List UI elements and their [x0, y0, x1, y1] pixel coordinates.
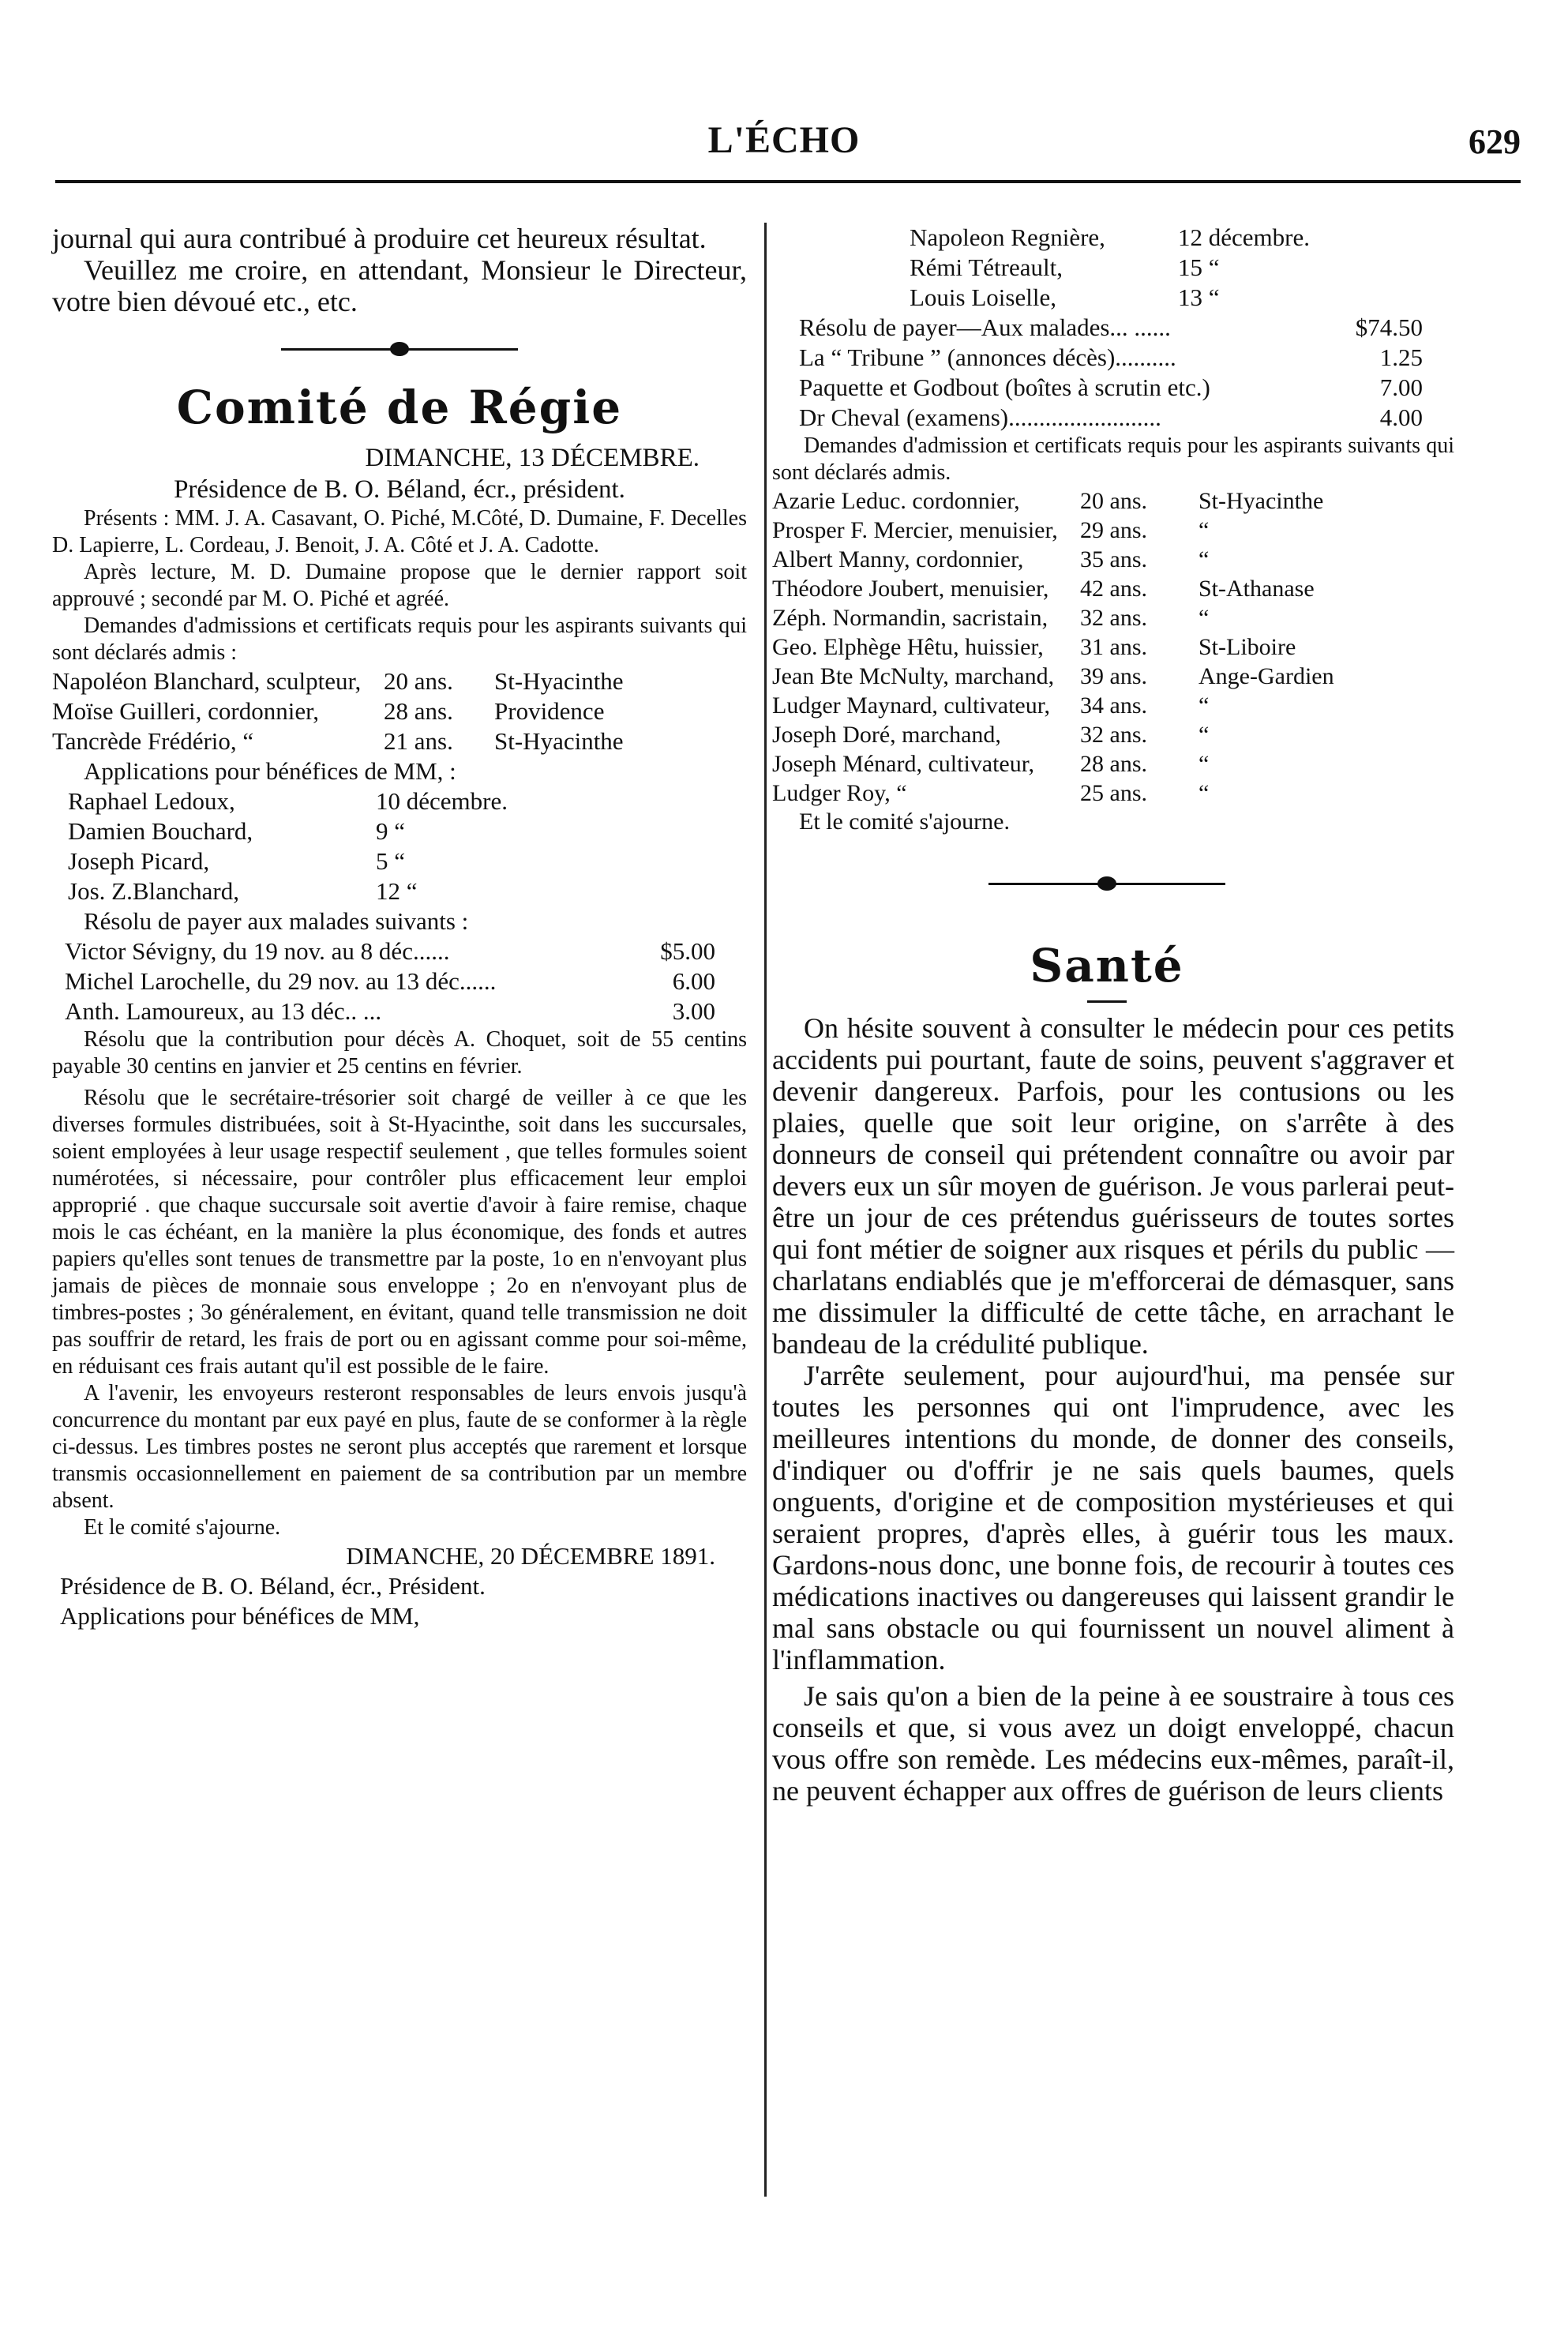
ajourne-2: Et le comité s'ajourne.	[799, 809, 1010, 835]
list-item: Théodore Joubert, menuisier, 42 ans. St-Athanase	[772, 576, 1315, 602]
lecture-paragraph: Après lecture, M. D. Dumaine propose que le dernier rapport soit approuvé ; secondé par M. O. Piché et agréé.	[52, 560, 747, 611]
avenir-paragraph: A l'avenir, les envoyeurs resteront responsables de leurs envois jusqu'à concurrence du montant par eux payé en plus, faute de se conformer à la règle ci-dessus. Les timbres postes ne seront plus acceptés que rarement et lorsque transmis occasionnellement en paiement de sa contribution par un membre absent.	[52, 1381, 747, 1513]
presents-list: Présents : MM. J. A. Casavant, O. Piché, M.Côté, D. Dumaine, F. Decelles D. Lapierre, L. Cordeau, J. Benoit, J. A. Côté et J. A. Cadotte.	[52, 506, 747, 557]
list-item: Jean Bte McNulty, marchand, 39 ans. Ange-Gardien	[772, 663, 1334, 689]
list-item: Damien Bouchard, 9 “	[68, 817, 406, 845]
list-item: Prosper F. Mercier, menuisier, 29 ans. “	[772, 517, 1210, 543]
intro-closing: Veuillez me croire, en attendant, Monsieur le Directeur, votre bien dévoué etc., etc.	[52, 254, 747, 317]
list-item: Victor Sévigny, du 19 nov. au 8 déc...... $5.00	[65, 937, 715, 965]
list-item: Moïse Guilleri, cordonnier, 28 ans. Providence	[52, 697, 605, 725]
left-column	[52, 223, 747, 1631]
sante-paragraph-1: On hésite souvent à consulter le médecin pour ces petits accidents pui pourtant, faute de soins, peuvent s'aggraver et devenir dangereux. Parfois, pour les contusions ou les plaies, quelle que soit leur origine, on s'arrête à des donneurs de conseil qui prétendent connaître ou avoir par devers eux un sûr moyen de guérison. Je vous parlerai peut-être un jour de ces prétendus guérisseurs de toutes sortes qui font métier de soigner aux risques et périls du public —charlatans endiablés que je m'efforcerai de démasquer, sans me dissimuler la difficulté de cette tâche, en arrachant le bandeau de la crédulité publique.	[772, 1012, 1454, 1360]
section-title-sante: Santé	[1030, 939, 1184, 993]
presidence-1: Présidence de B. O. Béland, écr., président.	[174, 475, 625, 504]
sante-paragraph-3: Je sais qu'on a bien de la peine à ee soustraire à tous ces conseils et que, si vous avez un doigt enveloppé, chacun vous offre son remède. Les médecins eux-mêmes, paraît-il, ne peuvent échapper aux offres de guérison de leurs clients	[772, 1680, 1454, 1807]
admis-list-2	[760, 486, 1454, 808]
payments-list	[52, 936, 747, 1026]
page-header	[47, 118, 1521, 166]
presidence-2: Présidence de B. O. Béland, écr., Président.	[60, 1572, 486, 1600]
list-item: Paquette et Godbout (boîtes à scrutin etc.) 7.00	[799, 373, 1423, 401]
intro-paragraph: journal qui aura contribué à produire cet heureux résultat.	[52, 223, 707, 254]
applications-intro: Applications pour bénéfices de MM, :	[84, 757, 456, 785]
list-item: Napoleon Regnière, 12 décembre.	[910, 223, 1310, 251]
list-item: Résolu de payer—Aux malades... ...... $74.50	[799, 313, 1423, 341]
page-number: 629	[1469, 122, 1521, 161]
sante-article	[760, 1012, 1454, 1807]
list-item: Tancrède Frédério, “ 21 ans. St-Hyacinthe	[52, 727, 624, 755]
dec-list	[760, 223, 1454, 313]
list-item: Napoléon Blanchard, sculpteur, 20 ans. St-Hyacinthe	[52, 667, 624, 695]
list-item: Joseph Picard, 5 “	[68, 847, 406, 875]
list-item: La “ Tribune ” (annonces décès).......... 1.25	[799, 343, 1423, 371]
list-item: Albert Manny, cordonnier, 35 ans. “	[772, 546, 1210, 572]
list-item: Joseph Doré, marchand, 32 ans. “	[772, 722, 1210, 748]
meeting-date-1: DIMANCHE, 13 DÉCEMBRE.	[365, 444, 700, 472]
list-item: Joseph Ménard, cultivateur, 28 ans. “	[772, 751, 1210, 777]
resolu-secretaire: Résolu que le secrétaire-trésorier soit chargé de veiller à ce que les diverses formules distribuées, soit à St-Hyacinthe, soit dans les succursales, soient employées à leur usage respectif seulement , que telles formules soient numérotées, si nécessaire, pour contrôler plus efficacement leur emploi approprié . que chaque succursale soit avertie d'avoir à faire remise, chaque mois le cas échéant, en la manière la plus économique, des fonds et autres papiers qu'elles sont tenues de transmettre par la poste, 1o en n'envoyant plus jamais de pièces de monnaie sous enveloppe ; 2o en n'envoyant plus de timbres-postes ; 3o généralement, en évitant, quand telle transmission ne doit pas souffrir de retard, les frais de port ou en agissant comme pour soi-même, en réduisant ces frais autant qu'il est possible de le faire.	[52, 1086, 747, 1379]
right-column	[760, 223, 1454, 1807]
list-item: Raphael Ledoux, 10 décembre.	[68, 787, 508, 815]
title-rule	[1087, 1000, 1127, 1003]
list-item: Dr Cheval (examens)......................... 4.00	[799, 403, 1423, 431]
list-item: Geo. Elphège Hêtu, huissier, 31 ans. St-Liboire	[772, 634, 1296, 660]
list-item: Ludger Roy, “ 25 ans. “	[772, 780, 1210, 806]
list-item: Louis Loiselle, 13 “	[910, 283, 1220, 311]
applications-2: Applications pour bénéfices de MM,	[60, 1602, 420, 1630]
list-item: Zéph. Normandin, sacristain, 32 ans. “	[772, 605, 1210, 631]
section-ornament	[281, 333, 518, 365]
section-title-comite: Comité de Régie	[176, 381, 623, 434]
sante-paragraph-2: J'arrête seulement, pour aujourd'hui, ma pensée sur toutes les personnes qui ont l'imprudence, avec les meilleures intentions du monde, de donner des conseils, d'indiquer ou d'offrir je ne sais quels baumes, quels onguents, d'origine et de composition mystérieuses et qui seraient propres, d'après elles, à guérir tous les maux. Gardons-nous donc, une bonne fois, de recourir à toutes ces médications inactives ou dangereuses qui laissent grandir le mal sans obstacle ou qui fournissent un nouvel aliment à l'inflammation.	[772, 1360, 1454, 1675]
ajourne-1: Et le comité s'ajourne.	[84, 1515, 281, 1540]
list-item: Michel Larochelle, du 29 nov. au 13 déc...... 6.00	[65, 967, 715, 995]
section-ornament-2	[988, 868, 1225, 899]
admis-list	[52, 666, 747, 756]
applications-list	[52, 786, 747, 906]
resolu-malades: Résolu de payer aux malades suivants :	[84, 907, 469, 935]
payments-list-2	[760, 313, 1454, 433]
list-item: Anth. Lamoureux, au 13 déc.. ... 3.00	[65, 997, 715, 1025]
list-item: Rémi Tétreault, 15 “	[910, 253, 1220, 281]
list-item: Jos. Z.Blanchard, 12 “	[68, 877, 418, 905]
header-rule	[55, 180, 1521, 183]
meeting-date-2: DIMANCHE, 20 DÉCEMBRE 1891.	[346, 1542, 715, 1570]
resolu-choquet: Résolu que la contribution pour décès A. Choquet, soit de 55 centins payable 30 centins en janvier et 25 centins en février.	[52, 1027, 747, 1079]
demandes-admission: Demandes d'admissions et certificats requis pour les aspirants suivants qui sont déclarés admis :	[52, 614, 747, 665]
list-item: Azarie Leduc. cordonnier, 20 ans. St-Hyacinthe	[772, 488, 1324, 514]
list-item: Ludger Maynard, cultivateur, 34 ans. “	[772, 692, 1210, 719]
demandes-admission-2: Demandes d'admission et certificats requis pour les aspirants suivants qui sont déclarés admis.	[772, 433, 1454, 485]
journal-title: L'ÉCHO	[707, 119, 861, 161]
